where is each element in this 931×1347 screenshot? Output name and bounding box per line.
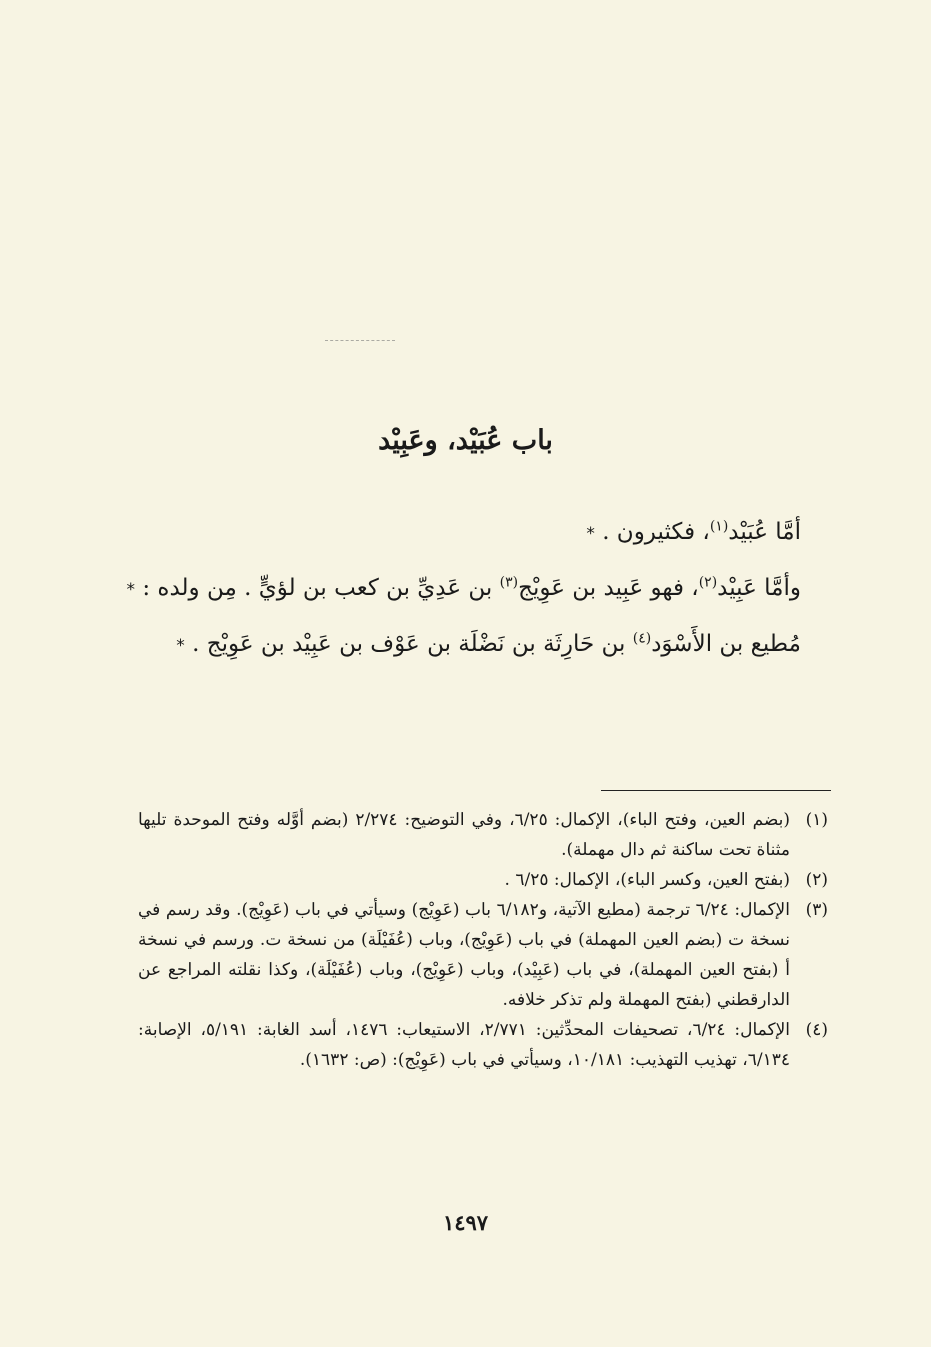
footnote-4 <box>138 1015 828 1075</box>
footnote-text: (بفتح العين، وكسر الباء)، الإكمال: ٦/٢٥ . <box>504 870 790 890</box>
footnote-text: الإكمال: ٦/٢٤، تصحيفات المحدِّثين: ٢/٧٧١، الاستيعاب: ١٤٧٦، أسد الغابة: ٥/١٩١، الإصابة: ٦/١٣٤، تهذيب التهذيب: ١٠/١٨١، وسيأتي في باب (عَوِيْج): (ص: ١٦٣٢). <box>138 1020 790 1070</box>
paragraph-2-mid: ، فهو عَبِيد بن عَوِيْج <box>518 575 699 601</box>
footnote-number: (١) <box>805 810 828 830</box>
footnote-number: (٤) <box>805 1020 828 1040</box>
footnote-ref-4: (٤) <box>632 630 652 647</box>
scan-mark <box>325 340 395 345</box>
paragraph-3-text: مُطيع بن الأَسْوَد <box>651 631 801 657</box>
paragraph-1-text: أمَّا عُبَيْد <box>728 519 801 545</box>
footnote-ref-2: (٢) <box>698 574 718 591</box>
paragraph-2-text: وأمَّا عَبِيْد <box>717 575 801 601</box>
paragraph-1 <box>101 505 801 561</box>
paragraph-1-rest: ، فكثيرون . <box>602 519 710 545</box>
footnote-text: (بضم العين، وفتح الباء)، الإكمال: ٦/٢٥، وفي التوضيح: ٢/٢٧٤ (بضم أوَّله وفتح الموحدة تليها مثناة تحت ساكنة ثم دال مهملة). <box>138 810 791 860</box>
page-number: ١٤٩٧ <box>442 1210 489 1235</box>
main-text <box>101 505 801 673</box>
section-title: باب عُبَيْد، وعَبِيْد <box>378 425 553 456</box>
footnotes <box>138 805 828 1075</box>
asterisk-mark: * <box>586 524 595 544</box>
asterisk-mark: * <box>176 636 185 656</box>
asterisk-mark: * <box>126 580 136 600</box>
paragraph-3-rest: بن حَارِثَة بن نَضْلَة بن عَوْف بن عَبِيْد بن عَوِيْج . <box>192 631 633 657</box>
paragraph-3 <box>101 617 801 673</box>
footnote-ref-1: (١) <box>709 518 729 535</box>
paragraph-2-rest: بن عَدِيِّ بن كعب بن لؤيٍّ . مِن ولده : <box>142 575 500 601</box>
footnote-ref-3: (٣) <box>499 574 519 591</box>
footnote-text: الإكمال: ٦/٢٤ ترجمة (مطيع الآتية، و٦/١٨٢ باب (عَوِيْج) وسيأتي في باب (عَوِيْج). وقد رسم في نسخة ت (بضم العين المهملة) في باب (عَوِيْج)، وباب (عُفَيْلَة) من نسخة ت. ورسم في نسخة أ (بفتح العين المهملة)، في باب (عَبِيْد)، وباب (عَوِيْج)، وباب (عُفَيْلَة)، وكذا نقلته المراجع عن الدارقطني (بفتح المهملة ولم تذكر خلافه. <box>138 900 790 1010</box>
footnote-number: (٢) <box>805 870 828 890</box>
footnote-2 <box>138 865 828 895</box>
footnote-1 <box>138 805 828 865</box>
footnote-3 <box>138 895 828 1015</box>
paragraph-2 <box>101 561 801 617</box>
footnote-divider <box>601 790 831 791</box>
footnote-number: (٣) <box>805 900 828 920</box>
